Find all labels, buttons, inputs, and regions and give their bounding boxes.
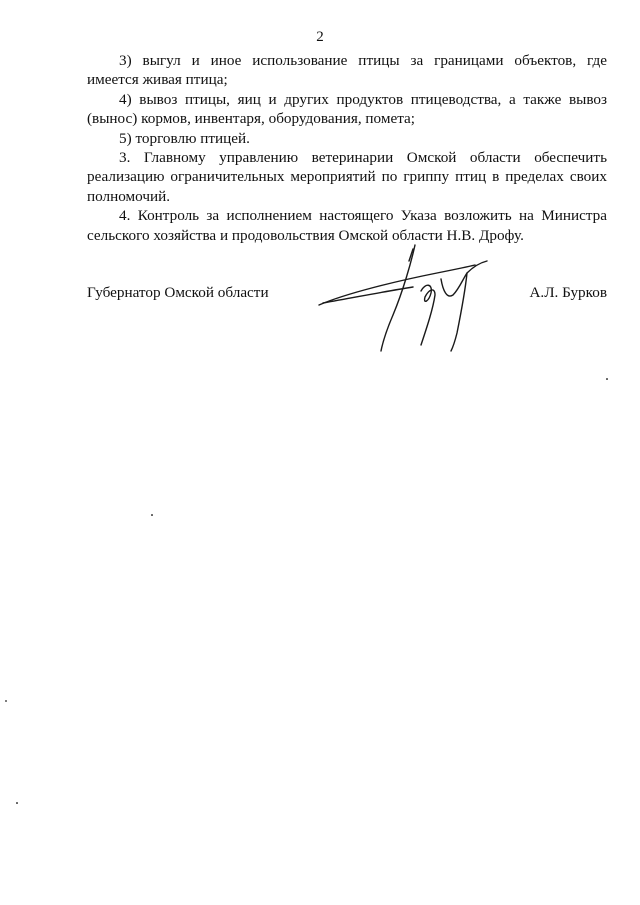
text-line: (вынос) кормов, инвентаря, оборудования, помета; <box>87 110 415 128</box>
signatory-name: А.Л. Бурков <box>529 284 607 301</box>
handwritten-signature <box>317 243 517 353</box>
signatory-title: Губернатор Омской области <box>87 284 269 301</box>
text-line: 3. Главному управлению ветеринарии Омской области обеспечить <box>119 149 607 167</box>
scan-speck <box>606 378 608 380</box>
scan-speck <box>5 700 7 702</box>
list-item-3 <box>87 51 607 90</box>
text-line: 5) торговлю птицей. <box>119 129 250 147</box>
document-body <box>87 51 607 245</box>
list-item-5 <box>87 129 607 148</box>
text-line: 4) вывоз птицы, яиц и других продуктов птицеводства, а также вывоз <box>119 90 607 108</box>
signature-block <box>87 283 607 373</box>
text-line: реализацию ограничительных мероприятий по гриппу птиц в пределах своих <box>87 168 607 186</box>
text-line: имеется живая птица; <box>87 71 228 89</box>
list-item-4 <box>87 90 607 129</box>
text-line: полномочий. <box>87 187 171 205</box>
clause-4 <box>87 206 607 245</box>
scan-speck <box>16 802 18 804</box>
page-number: 2 <box>316 29 324 45</box>
clause-3 <box>87 148 607 206</box>
scan-speck <box>151 514 153 516</box>
text-line: сельского хозяйства и продовольствия Омской области Н.В. Дрофу. <box>87 226 524 244</box>
text-line: 3) выгул и иное использование птицы за границами объектов, где <box>119 52 607 69</box>
text-line: 4. Контроль за исполнением настоящего Указа возложить на Министра <box>119 207 607 225</box>
